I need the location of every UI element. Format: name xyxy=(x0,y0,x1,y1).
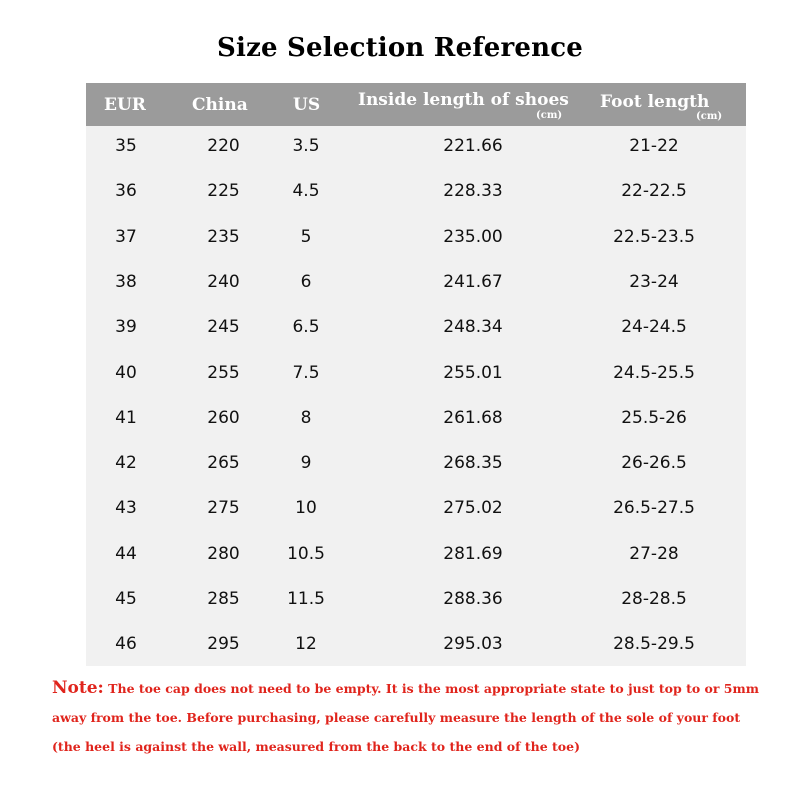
cell-china: 220 xyxy=(207,136,240,156)
cell-eur: 38 xyxy=(115,271,137,292)
cell-inside-length: 241.67 xyxy=(443,271,503,292)
note-line-3: (the heel is against the wall, measured from the back to the end of the toe) xyxy=(52,739,580,754)
cell-us: 10 xyxy=(295,498,317,519)
header-china: China xyxy=(192,95,248,115)
cell-china: 285 xyxy=(207,589,240,609)
cell-inside-length: 281.69 xyxy=(443,543,503,564)
cell-us: 12 xyxy=(295,634,317,655)
table-header xyxy=(86,83,746,126)
size-table xyxy=(86,83,746,666)
cell-china: 280 xyxy=(207,543,240,564)
table-row xyxy=(86,579,746,624)
cell-us: 9 xyxy=(300,453,312,474)
table-row xyxy=(86,443,746,488)
cell-us: 6 xyxy=(300,271,312,292)
cell-inside-length: 288.36 xyxy=(443,589,503,609)
cell-inside-length: 261.68 xyxy=(443,407,503,428)
cell-eur: 43 xyxy=(115,498,137,519)
table-row xyxy=(86,353,746,398)
cell-inside-length: 248.34 xyxy=(443,317,503,338)
cell-eur: 45 xyxy=(115,589,137,609)
table-row xyxy=(86,624,746,669)
header-eur: EUR xyxy=(104,95,146,115)
header-foot-unit: (cm) xyxy=(696,111,723,122)
cell-foot-length: 24.5-25.5 xyxy=(613,362,695,383)
cell-eur: 37 xyxy=(115,226,137,247)
cell-inside-length: 295.03 xyxy=(443,634,503,655)
cell-china: 235 xyxy=(207,226,240,247)
header-foot-length: Foot length xyxy=(600,92,710,112)
cell-us: 4.5 xyxy=(292,181,320,202)
table-row xyxy=(86,398,746,443)
table-row xyxy=(86,171,746,216)
header-us: US xyxy=(293,95,321,115)
cell-inside-length: 255.01 xyxy=(443,362,503,383)
cell-foot-length: 22-22.5 xyxy=(621,181,687,202)
table-row xyxy=(86,488,746,533)
cell-eur: 36 xyxy=(115,181,137,202)
page-title: Size Selection Reference xyxy=(217,33,583,63)
cell-eur: 44 xyxy=(115,543,137,564)
cell-eur: 40 xyxy=(115,362,137,383)
cell-us: 6.5 xyxy=(292,317,320,338)
cell-us: 5 xyxy=(300,226,312,247)
cell-foot-length: 22.5-23.5 xyxy=(613,226,695,247)
cell-us: 7.5 xyxy=(292,362,320,383)
cell-eur: 39 xyxy=(115,317,137,338)
cell-us: 8 xyxy=(300,407,312,428)
cell-eur: 42 xyxy=(115,453,137,474)
cell-inside-length: 221.66 xyxy=(443,136,503,156)
table-body xyxy=(86,126,746,666)
cell-china: 225 xyxy=(207,181,240,202)
cell-eur: 46 xyxy=(115,634,137,655)
cell-foot-length: 28.5-29.5 xyxy=(613,634,695,655)
cell-us: 10.5 xyxy=(287,543,325,564)
note-label: Note: xyxy=(52,678,104,698)
cell-eur: 35 xyxy=(115,136,137,156)
cell-inside-length: 235.00 xyxy=(443,226,503,247)
table-row xyxy=(86,217,746,262)
cell-china: 265 xyxy=(207,453,240,474)
cell-foot-length: 26-26.5 xyxy=(621,453,687,474)
cell-foot-length: 27-28 xyxy=(629,543,679,564)
cell-inside-length: 268.35 xyxy=(443,453,503,474)
table-row xyxy=(86,262,746,307)
cell-china: 245 xyxy=(207,317,240,338)
cell-inside-length: 275.02 xyxy=(443,498,503,519)
table-row xyxy=(86,534,746,579)
note-line-1: The toe cap does not need to be empty. It is the most appropriate state to just top to or 5mm xyxy=(103,681,759,696)
table-row xyxy=(86,307,746,352)
cell-foot-length: 26.5-27.5 xyxy=(613,498,695,519)
cell-foot-length: 25.5-26 xyxy=(621,407,687,428)
cell-china: 295 xyxy=(207,634,240,655)
header-inside-length: Inside length of shoes xyxy=(358,90,569,110)
cell-eur: 41 xyxy=(115,407,137,428)
cell-inside-length: 228.33 xyxy=(443,181,503,202)
cell-foot-length: 21-22 xyxy=(629,136,679,156)
table-row xyxy=(86,126,746,171)
note-line-2: away from the toe. Before purchasing, please carefully measure the length of the sole of your foot xyxy=(52,710,741,725)
cell-foot-length: 23-24 xyxy=(629,271,679,292)
cell-us: 3.5 xyxy=(292,136,320,156)
cell-china: 260 xyxy=(207,407,240,428)
cell-foot-length: 24-24.5 xyxy=(621,317,687,338)
cell-china: 240 xyxy=(207,271,240,292)
header-inside-unit: (cm) xyxy=(536,110,563,121)
cell-china: 275 xyxy=(207,498,240,519)
cell-china: 255 xyxy=(207,362,240,383)
note-text xyxy=(52,674,782,761)
cell-us: 11.5 xyxy=(287,589,325,609)
cell-foot-length: 28-28.5 xyxy=(621,589,687,609)
